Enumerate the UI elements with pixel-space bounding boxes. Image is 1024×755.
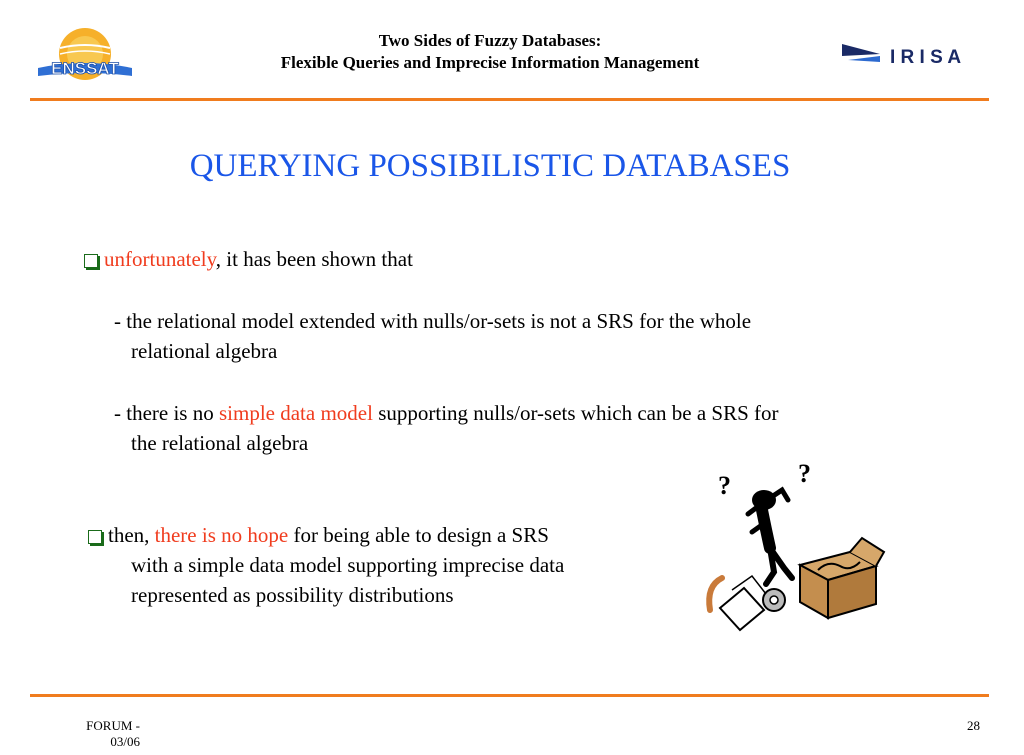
footer-left-line1: FORUM - xyxy=(86,718,140,733)
enssat-logo-text: ENSSAT xyxy=(51,59,119,78)
puzzled-person-clipart xyxy=(700,460,890,635)
item2-prefix: - there is no xyxy=(114,401,219,425)
header-title-line2: Flexible Queries and Imprecise Information Management xyxy=(280,53,700,72)
bullet1-highlight: unfortunately xyxy=(104,247,216,271)
footer-divider xyxy=(30,694,989,697)
slide-title: QUERYING POSSIBILISTIC DATABASES xyxy=(189,148,791,184)
bullet2-prefix: then, xyxy=(108,523,155,547)
svg-text:?: ? xyxy=(718,471,731,500)
page-number: 28 xyxy=(967,718,980,733)
bullet2-line3: represented as possibility distributions xyxy=(131,583,454,607)
checkbox-bullet-icon xyxy=(88,530,102,544)
footer-date xyxy=(60,718,140,750)
footer-left-line2: 03/06 xyxy=(110,734,140,749)
item2-line1 xyxy=(114,398,779,429)
checkbox-bullet-icon xyxy=(84,254,98,268)
header-divider xyxy=(30,98,989,101)
bullet2-suffix: for being able to design a SRS xyxy=(288,523,549,547)
header-title-line1: Two Sides of Fuzzy Databases: xyxy=(378,31,602,50)
bullet-then xyxy=(88,520,549,551)
item1-line1: - the relational model extended with nulls/or-sets is not a SRS for the whole xyxy=(114,309,752,333)
bullet1-text: , it has been shown that xyxy=(215,247,413,271)
item2-highlight: simple data model xyxy=(218,401,373,425)
bullet2-highlight: there is no hope xyxy=(154,523,289,547)
item1-line2: relational algebra xyxy=(131,339,278,363)
bullet2-line2: with a simple data model supporting imprecise data xyxy=(131,553,565,577)
irisa-logo xyxy=(840,40,990,72)
svg-text:?: ? xyxy=(798,460,811,488)
enssat-logo xyxy=(30,24,140,84)
bullet-unfortunately xyxy=(84,244,413,275)
item2-suffix: supporting nulls/or-sets which can be a SRS for xyxy=(372,401,779,425)
header-title xyxy=(200,30,780,74)
irisa-logo-text: I R I S A xyxy=(890,47,962,68)
item2-line2: the relational algebra xyxy=(131,431,309,455)
